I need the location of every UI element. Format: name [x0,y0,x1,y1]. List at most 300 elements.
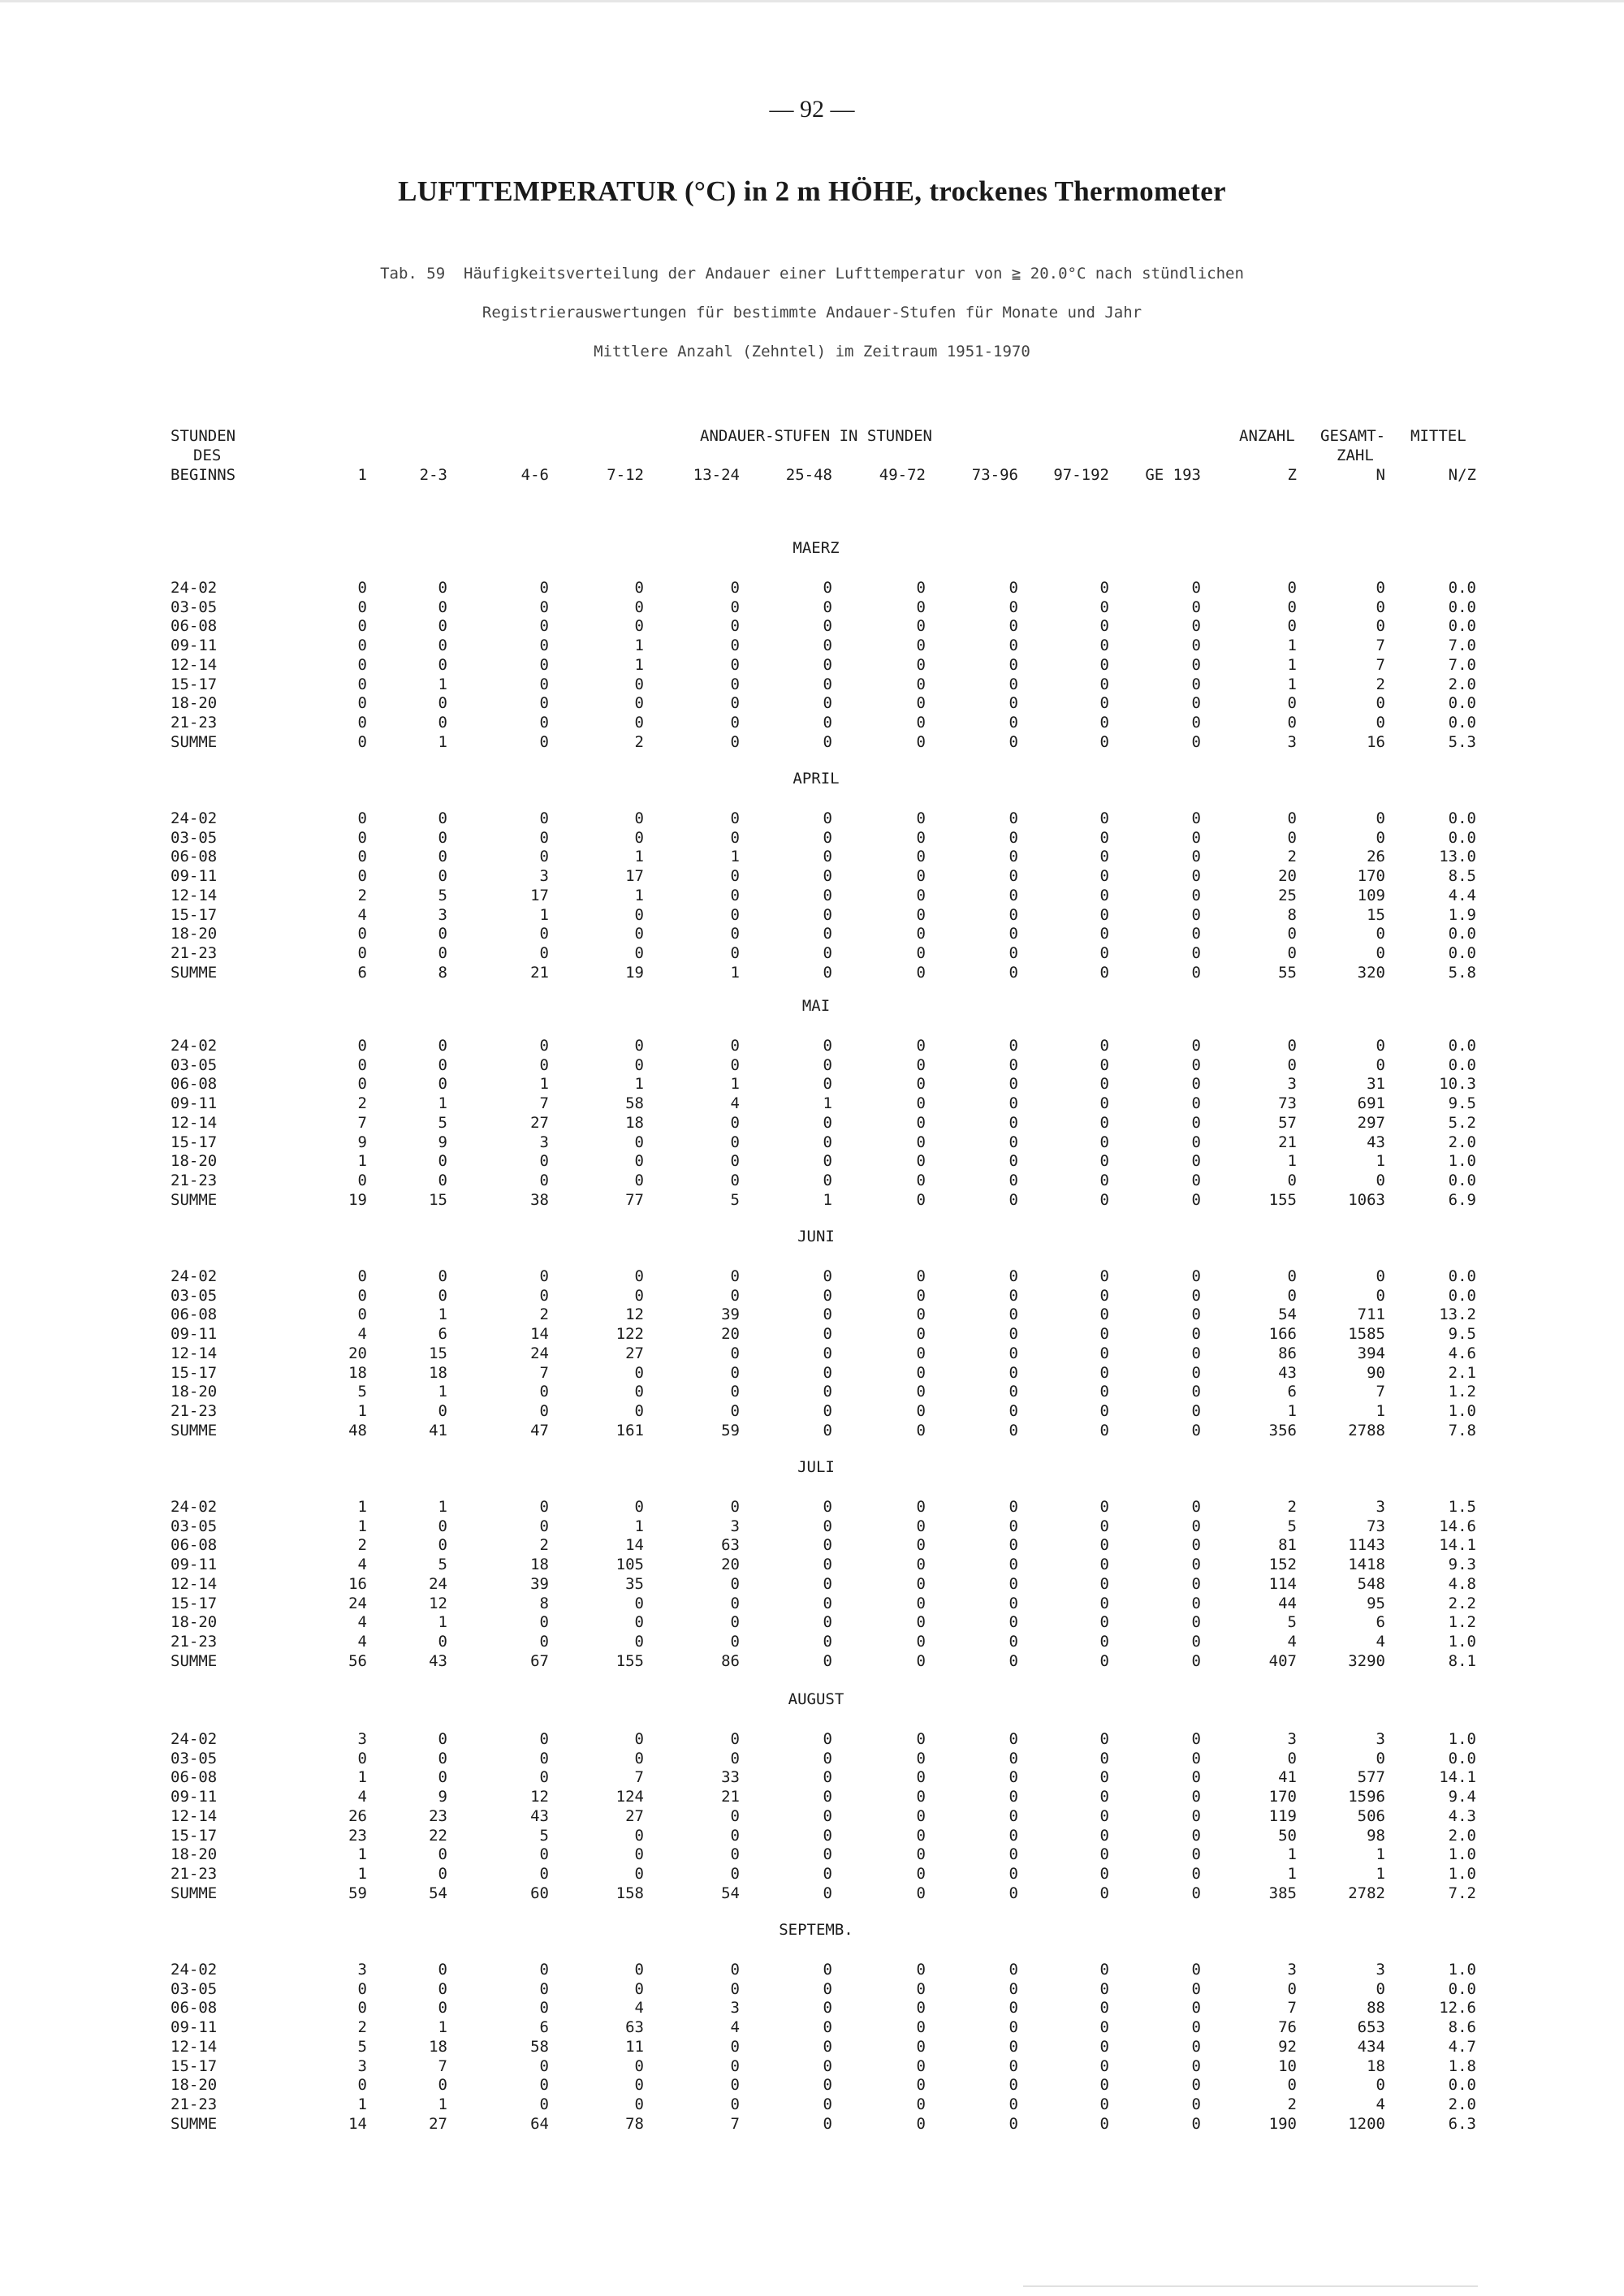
table-cell: 0 [1287,579,1297,597]
table-cell: 0 [730,1632,740,1651]
table-cell: 0 [1191,1094,1201,1113]
table-cell: 0 [1009,905,1018,924]
table-cell: 0 [1099,1037,1109,1055]
table-cell: 394 [1357,1344,1385,1362]
table-cell: 0 [730,1864,740,1883]
table-cell: 0 [823,2114,832,2133]
table-cell: 7 [1376,655,1385,674]
table-cell: 0 [916,1401,926,1420]
table-cell: 0 [916,1536,926,1555]
table-cell: 73 [1278,1094,1297,1113]
table-cell: 14.6 [1439,1517,1476,1535]
table-cell: 1.0 [1448,1730,1476,1748]
table-cell: 43 [1367,1133,1385,1151]
table-cell: 1 [438,1498,447,1516]
table-cell: 5.3 [1448,732,1476,751]
table-cell: 0 [1009,1730,1018,1748]
page-title: LUFTTEMPERATUR (°C) in 2 m HÖHE, trockenes Thermometer [398,175,1226,207]
table-cell: 77 [625,1190,644,1209]
column-header: N [1376,466,1385,484]
table-cell: 0 [539,2076,549,2095]
table-cell: 0 [634,2095,644,2113]
table-cell: 7.0 [1448,637,1476,655]
table-cell: 1063 [1348,1190,1385,1209]
table-cell: 0 [823,617,832,636]
table-cell: 12 [429,1594,447,1612]
table-cell: 0 [634,1363,644,1382]
table-cell: 1 [1287,637,1297,655]
table-cell: 0 [823,1999,832,2018]
row-label: 24-02 [171,1267,218,1285]
table-cell: 0 [1191,1055,1201,1074]
table-cell: 0 [1009,1094,1018,1113]
table-cell: 0 [823,1401,832,1420]
table-cell: 86 [1278,1344,1297,1362]
table-cell: 2 [357,1094,367,1113]
table-cell: 1 [1376,1864,1385,1883]
table-cell: 434 [1357,2037,1385,2056]
table-cell: 0 [1099,713,1109,732]
table-cell: 0 [539,694,549,713]
table-cell: 0 [539,1768,549,1787]
table-cell: 0 [1099,1171,1109,1189]
table-cell: 0 [357,809,367,827]
table-cell: 4 [357,1325,367,1344]
column-header: 7-12 [607,466,644,484]
table-cell: 0 [438,1267,447,1285]
table-cell: 2 [539,1306,549,1324]
month-heading: AUGUST [788,1690,844,1708]
table-cell: 0 [730,2095,740,2113]
table-cell: 0 [1009,694,1018,713]
table-cell: 0 [823,1498,832,1516]
table-cell: 0 [1009,1383,1018,1401]
table-cell: 27 [625,1344,644,1362]
table-cell: 1 [357,1845,367,1864]
caption-line-2: Registrierauswertungen für bestimmte Andauer-Stufen für Monate und Jahr [482,304,1142,322]
table-cell: 21 [530,963,549,982]
table-cell: 0 [730,1171,740,1189]
column-header: 2-3 [419,466,447,484]
table-cell: 0 [1009,1421,1018,1439]
table-cell: 0 [438,1286,447,1305]
table-cell: 0 [1191,1344,1201,1362]
table-cell: 0 [634,1864,644,1883]
table-cell: 0 [730,1806,740,1825]
table-cell: 0 [1099,809,1109,827]
table-cell: 0 [1009,1498,1018,1516]
table-cell: 0 [730,1845,740,1864]
table-cell: 0 [539,1286,549,1305]
table-cell: 21 [1278,1133,1297,1151]
table-cell: 0 [634,925,644,943]
table-cell: 0 [730,1613,740,1632]
table-cell: 64 [530,2114,549,2133]
table-cell: 5 [1287,1613,1297,1632]
table-cell: 0 [438,713,447,732]
table-cell: 14 [625,1536,644,1555]
row-label: 24-02 [171,809,218,827]
table-cell: 0 [916,1613,926,1632]
table-cell: 0 [634,809,644,827]
table-cell: 0 [1287,1037,1297,1055]
table-cell: 7 [438,2056,447,2075]
table-cell: 0 [1191,2114,1201,2133]
table-cell: 13.2 [1439,1306,1476,1324]
table-cell: 0 [1191,732,1201,751]
table-cell: 0 [1009,963,1018,982]
table-cell: 0 [1191,1306,1201,1324]
table-cell: 54 [721,1884,740,1902]
table-cell: 0.0 [1448,1749,1476,1767]
table-cell: 0 [1376,1171,1385,1189]
table-cell: 2 [1287,848,1297,866]
table-cell: 0 [823,2018,832,2037]
table-cell: 0 [730,1113,740,1132]
table-cell: 0 [1099,2018,1109,2037]
table-cell: 0 [916,1632,926,1651]
table-cell: 0 [1009,1826,1018,1845]
table-cell: 0 [1376,617,1385,636]
table-cell: 297 [1357,1113,1385,1132]
table-cell: 0 [823,1113,832,1132]
table-cell: 0 [438,1845,447,1864]
table-cell: 0 [1099,617,1109,636]
table-cell: 0 [1099,1556,1109,1574]
table-cell: 6 [539,2018,549,2037]
column-header: 4-6 [520,466,549,484]
table-cell: 0 [634,1826,644,1845]
table-cell: 0 [916,867,926,886]
table-cell: 4.8 [1448,1574,1476,1593]
table-cell: 653 [1357,2018,1385,2037]
month-heading: JULI [797,1458,835,1476]
table-cell: 0 [916,1788,926,1806]
table-cell: 0 [1009,1152,1018,1171]
table-cell: 1 [1287,1864,1297,1883]
row-label: 06-08 [171,1536,218,1555]
table-cell: 190 [1268,2114,1297,2133]
table-cell: 0 [823,2076,832,2095]
table-cell: 0 [823,1613,832,1632]
table-cell: 7 [357,1113,367,1132]
table-cell: 0 [539,1730,549,1748]
table-cell: 124 [615,1788,644,1806]
month-heading: MAERZ [793,539,840,557]
column-header: 1 [357,466,367,484]
table-cell: 0 [916,963,926,982]
table-cell: 0 [634,1401,644,1420]
table-cell: 0 [1191,655,1201,674]
table-cell: 0 [730,1594,740,1612]
table-cell: 0 [823,886,832,904]
table-cell: 0 [823,732,832,751]
table-cell: 0 [823,1884,832,1902]
table-cell: 1 [730,963,740,982]
table-cell: 0 [823,1749,832,1767]
table-cell: 0 [1099,637,1109,655]
table-cell: 4 [357,1613,367,1632]
table-cell: 0 [916,2114,926,2133]
table-cell: 1 [357,1401,367,1420]
table-cell: 98 [1367,1826,1385,1845]
table-cell: 0 [1191,1536,1201,1555]
table-cell: 0 [539,925,549,943]
table-cell: 0 [916,617,926,636]
table-cell: 0 [1009,675,1018,693]
table-cell: 9.5 [1448,1094,1476,1113]
table-cell: 0.0 [1448,1979,1476,1998]
table-cell: 0 [1009,1768,1018,1787]
header-row-label-1: STUNDEN [171,427,236,445]
table-cell: 0 [357,925,367,943]
table-cell: 7 [730,2114,740,2133]
table-cell: 0 [1191,1574,1201,1593]
table-cell: 0 [634,2056,644,2075]
row-label: 03-05 [171,1979,218,1998]
table-cell: 0 [916,1306,926,1324]
table-cell: 1.0 [1448,1845,1476,1864]
table-cell: 7 [1287,1999,1297,2018]
table-cell: 0 [634,1037,644,1055]
table-cell: 0 [1009,1651,1018,1670]
table-cell: 16 [348,1574,367,1593]
table-cell: 0 [1191,1267,1201,1285]
table-cell: 0 [730,905,740,924]
table-cell: 2.0 [1448,675,1476,693]
table-cell: 3 [1376,1498,1385,1516]
table-cell: 1.9 [1448,905,1476,924]
table-cell: 1 [438,1613,447,1632]
table-cell: 0 [1287,1749,1297,1767]
table-cell: 1 [539,1075,549,1094]
table-cell: 0 [1287,713,1297,732]
table-cell: 0 [1099,1113,1109,1132]
table-cell: 0 [1009,1363,1018,1382]
table-cell: 407 [1268,1651,1297,1670]
table-cell: 0 [1099,1613,1109,1632]
table-cell: 5 [438,1556,447,1574]
table-cell: 3290 [1348,1651,1385,1670]
table-cell: 0 [916,1651,926,1670]
row-label: 24-02 [171,1961,218,1979]
table-cell: 0 [916,1574,926,1593]
table-cell: 0 [823,867,832,886]
table-cell: 0 [823,1055,832,1074]
table-cell: 0 [916,828,926,847]
table-cell: 0 [823,1075,832,1094]
table-cell: 0 [823,1979,832,1998]
table-cell: 119 [1268,1806,1297,1825]
table-cell: 1 [357,1152,367,1171]
table-cell: 27 [625,1806,644,1825]
table-cell: 2 [357,1536,367,1555]
table-cell: 0 [1191,1845,1201,1864]
table-cell: 12 [625,1306,644,1324]
row-label: SUMME [171,2114,218,2133]
table-cell: 3 [438,905,447,924]
row-label: SUMME [171,732,218,751]
table-cell: 5.8 [1448,963,1476,982]
table-cell: 0 [1191,2056,1201,2075]
table-cell: 0 [539,637,549,655]
table-cell: 0 [823,1651,832,1670]
row-label: 15-17 [171,1363,218,1382]
table-cell: 55 [1278,963,1297,982]
table-cell: 0 [1099,1651,1109,1670]
table-cell: 0 [1009,1536,1018,1555]
table-cell: 18 [530,1556,549,1574]
row-label: 15-17 [171,1826,218,1845]
row-label: 12-14 [171,886,218,904]
table-cell: 0 [730,1979,740,1998]
table-cell: 0 [1191,694,1201,713]
row-label: 18-20 [171,1845,218,1864]
column-header: 25-48 [785,466,832,484]
table-cell: 105 [615,1556,644,1574]
table-cell: 0 [916,1498,926,1516]
table-cell: 0 [438,1961,447,1979]
table-cell: 0 [438,598,447,616]
table-cell: 0 [1099,1845,1109,1864]
table-cell: 0 [1287,1055,1297,1074]
table-cell: 0 [1009,1113,1018,1132]
table-cell: 0 [1099,2114,1109,2133]
table-cell: 0.0 [1448,809,1476,827]
table-cell: 0 [634,1171,644,1189]
row-label: SUMME [171,963,218,982]
table-cell: 2.2 [1448,1594,1476,1612]
row-label: 09-11 [171,2018,218,2037]
table-cell: 0 [823,1171,832,1189]
table-cell: 0 [823,598,832,616]
table-cell: 0 [1099,1826,1109,1845]
table-cell: 26 [348,1806,367,1825]
table-cell: 2.0 [1448,2095,1476,2113]
table-cell: 8 [438,963,447,982]
table-cell: 0 [1191,943,1201,962]
row-label: 18-20 [171,2076,218,2095]
row-label: 21-23 [171,1171,218,1189]
table-cell: 0 [634,617,644,636]
table-cell: 0 [730,1574,740,1593]
table-cell: 0 [730,732,740,751]
table-cell: 3 [1287,1075,1297,1094]
table-cell: 2 [1287,2095,1297,2113]
table-cell: 0 [1287,943,1297,962]
table-cell: 1 [634,1517,644,1535]
row-label: 06-08 [171,1306,218,1324]
table-cell: 0 [357,1979,367,1998]
table-cell: 18 [429,2037,447,2056]
row-label: 03-05 [171,828,218,847]
table-cell: 548 [1357,1574,1385,1593]
table-cell: 3 [357,2056,367,2075]
table-cell: 2 [539,1536,549,1555]
table-cell: 15 [1367,905,1385,924]
table-cell: 0 [916,809,926,827]
table-cell: 8.5 [1448,867,1476,886]
table-cell: 0 [1009,1325,1018,1344]
table-cell: 0 [1376,713,1385,732]
table-cell: 0 [1009,828,1018,847]
table-cell: 0 [730,694,740,713]
row-label: 09-11 [171,637,218,655]
table-cell: 0 [823,579,832,597]
table-cell: 0 [1099,1498,1109,1516]
table-cell: 0 [634,1498,644,1516]
table-cell: 0 [1191,886,1201,904]
table-cell: 63 [721,1536,740,1555]
table-cell: 17 [625,867,644,886]
page-number: — 92 — [769,96,855,123]
table-cell: 0 [1099,1055,1109,1074]
table-cell: 0 [1009,1884,1018,1902]
table-cell: 0 [1099,2056,1109,2075]
scan-edge-bottom [1023,2285,1478,2287]
row-label: 21-23 [171,1864,218,1883]
table-cell: 0 [438,1730,447,1748]
table-cell: 0 [1099,1267,1109,1285]
table-cell: 0 [730,1267,740,1285]
table-cell: 9.5 [1448,1325,1476,1344]
table-cell: 4.7 [1448,2037,1476,2056]
table-cell: 3 [1287,1961,1297,1979]
table-cell: 78 [625,2114,644,2133]
table-cell: 4 [634,1999,644,2018]
table-cell: 711 [1357,1306,1385,1324]
table-cell: 18 [429,1363,447,1382]
table-cell: 0 [916,1152,926,1171]
table-cell: 0 [1191,1613,1201,1632]
table-cell: 0 [539,1613,549,1632]
table-cell: 0 [1287,809,1297,827]
table-cell: 5 [438,1113,447,1132]
table-cell: 0 [1099,1961,1109,1979]
table-cell: 1 [357,1768,367,1787]
table-cell: 0 [1099,1864,1109,1883]
table-cell: 0 [1009,2076,1018,2095]
table-cell: 0 [1191,1594,1201,1612]
table-cell: 6.9 [1448,1190,1476,1209]
table-cell: 2 [634,732,644,751]
table-cell: 0.0 [1448,579,1476,597]
table-cell: 0 [730,579,740,597]
table-cell: 0 [1099,1075,1109,1094]
table-cell: 3 [1376,1730,1385,1748]
table-cell: 0 [1191,963,1201,982]
table-cell: 0 [357,579,367,597]
table-cell: 0 [1009,1344,1018,1362]
table-cell: 0 [823,828,832,847]
table-cell: 9.4 [1448,1788,1476,1806]
table-cell: 0 [1009,1594,1018,1612]
table-cell: 0 [634,694,644,713]
table-cell: 3 [1287,1730,1297,1748]
table-cell: 0 [1191,828,1201,847]
table-cell: 23 [348,1826,367,1845]
table-cell: 73 [1367,1517,1385,1535]
table-cell: 0 [539,579,549,597]
table-cell: 0 [438,1517,447,1535]
table-cell: 0 [1287,694,1297,713]
table-cell: 0 [730,1498,740,1516]
table-cell: 0 [916,1845,926,1864]
table-cell: 0 [1191,848,1201,866]
table-cell: 0 [916,1055,926,1074]
table-cell: 0 [730,617,740,636]
table-cell: 0 [1099,828,1109,847]
